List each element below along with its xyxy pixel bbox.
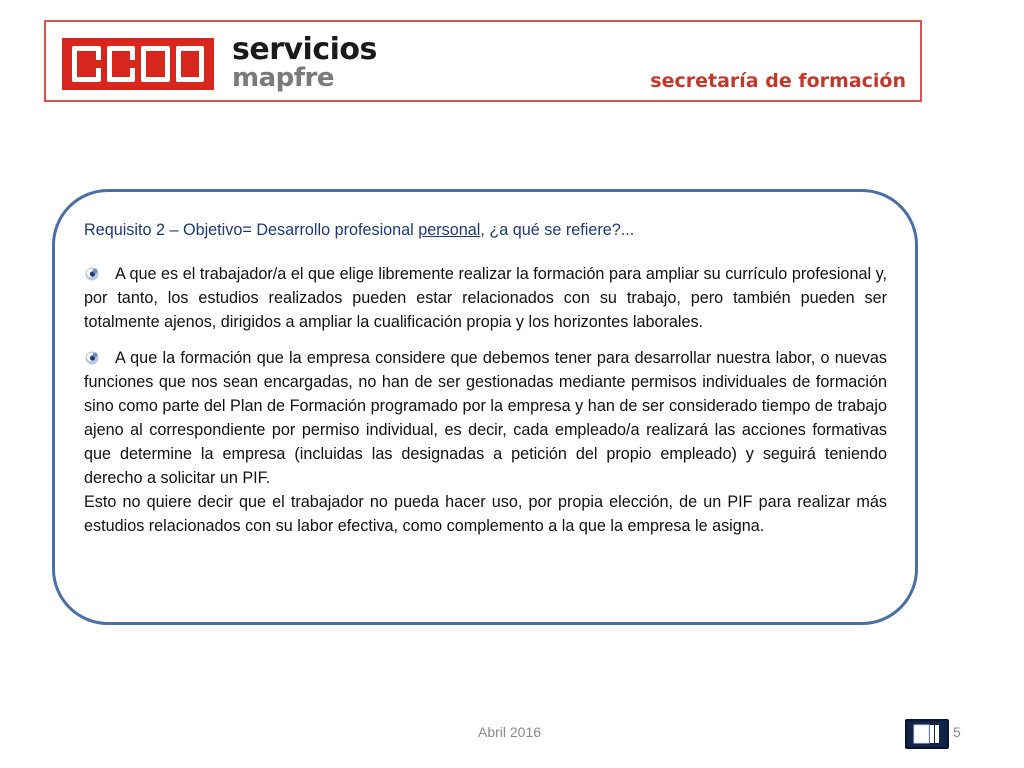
content-text [84, 218, 887, 550]
brand-mapfre: mapfre [232, 63, 335, 93]
swirl-bullet-icon [84, 265, 102, 281]
next-slide-button[interactable] [905, 719, 949, 749]
bullet-item: A que es el trabajador/a el que elige libremente realizar la formación para ampliar su currículo profesional y, por tanto, los estudios realizados pueden estar relacionados con su trabajo, pero también pueden ser totalmente ajenos, dirigidos a ampliar la cualificación propia y los horizontes laborales. [84, 265, 887, 331]
department-title: secretaría de formación [650, 70, 906, 92]
heading-underlined-word: personal [418, 221, 481, 239]
ccoo-logo [62, 38, 214, 90]
requirement-heading: Requisito 2 – Objetivo= Desarrollo profesional personal, ¿a qué se refiere?... [84, 221, 635, 239]
swirl-bullet-icon [84, 349, 102, 365]
header-banner [44, 20, 922, 102]
next-slide-icon [907, 721, 947, 747]
bullet-item: A que la formación que la empresa considere que debemos tener para desarrollar nuestra labor, o nuevas funciones que nos sean encargadas, no han de ser gestionadas mediante permisos individuales de formación sino como parte del Plan de Formación programado por la empresa y han de ser considerado tiempo de trabajo ajeno al correspondiente por permiso individual, es decir, cada empleado/a realizará las acciones formativas que determine la empresa (incluidas las designadas a petición del propio empleado) y seguirá teniendo derecho a solicitar un PIF. [84, 349, 887, 487]
page-number: 5 [953, 724, 961, 740]
footer-date: Abril 2016 [478, 724, 542, 740]
closing-paragraph: Esto no quiere decir que el trabajador no pueda hacer uso, por propia elección, de un PIF para realizar más estudios relacionados con su labor efectiva, como complemento a la que la empresa le asigna. [84, 493, 887, 535]
brand-servicios: servicios [232, 32, 377, 67]
